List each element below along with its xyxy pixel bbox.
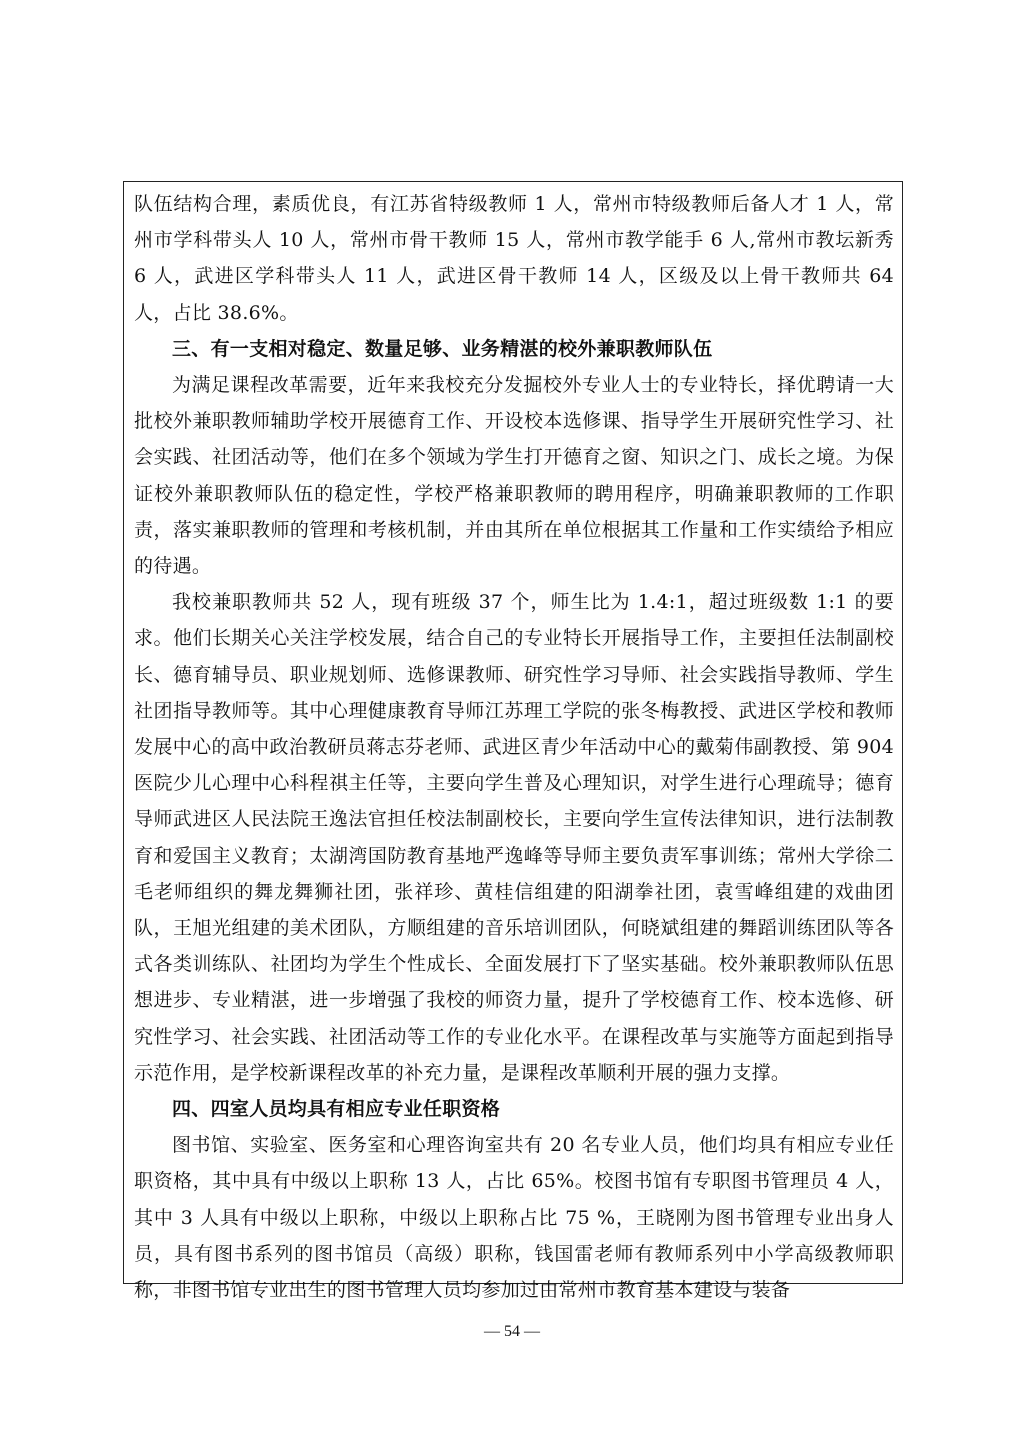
paragraph-part-time-details: 我校兼职教师共 52 人，现有班级 37 个，师生比为 1.4:1，超过班级数 1:1 的要求。他们长期关心关注学校发展，结合自己的专业特长开展指导工作，主要担任法制副校长、德育辅导员、职业规划师、选修课教师、研究性学习导师、社会实践指导教师、学生社团指导教师等。其中心理健康教育导师江苏理工学院的张冬梅教授、武进区学校和教师发展中心的高中政治教研员蒋志芬老师、武进区青少年活动中心的戴菊伟副教授、第 904 医院少儿心理中心科程祺主任等，主要向学生普及心理知识，对学生进行心理疏导；德育导师武进区人民法院王逸法官担任校法制副校长，主要向学生宣传法律知识，进行法制教育和爱国主义教育；太湖湾国防教育基地严逸峰等导师主要负责军事训练；常州大学徐二毛老师组织的舞龙舞狮社团，张祥珍、黄桂信组建的阳湖拳社团，袁雪峰组建的戏曲团队，王旭光组建的美术团队，方顺组建的音乐培训团队，何晓斌组建的舞蹈训练团队等各式各类训练队、社团均为学生个性成长、全面发展打下了坚实基础。校外兼职教师队伍思想进步、专业精湛，进一步增强了我校的师资力量，提升了学校德育工作、校本选修、研究性学习、社会实践、社团活动等工作的专业化水平。在课程改革与实施等方面起到指导示范作用，是学校新课程改革的补充力量，是课程改革顺利开展的强力支撑。 [134, 591, 894, 1084]
paragraph-part-time-recruitment: 为满足课程改革需要，近年来我校充分发掘校外专业人士的专业特长，择优聘请一大批校外兼职教师辅助学校开展德育工作、开设校本选修课、指导学生开展研究性学习、社会实践、社团活动等，他们在多个领域为学生打开德育之窗、知识之门、成长之境。为保证校外兼职教师队伍的稳定性，学校严格兼职教师的聘用程序，明确兼职教师的工作职责，落实兼职教师的管理和考核机制，并由其所在单位根据其工作量和工作实绩给予相应的待遇。 [134, 374, 894, 578]
heading-part-three: 三、有一支相对稳定、数量足够、业务精湛的校外兼职教师队伍 [172, 337, 713, 360]
document-body [134, 186, 894, 1308]
paragraph-teacher-structure: 队伍结构合理，素质优良，有江苏省特级教师 1 人，常州市特级教师后备人才 1 人，常州市学科带头人 10 人，常州市骨干教师 15 人，常州市教学能手 6 人,常州市教坛新秀 6 人，武进区学科带头人 11 人，武进区骨干教师 14 人，区级及以上骨干教师共 64 人，占比 38.6%。 [134, 193, 894, 324]
page-number: — 54 — [484, 1323, 540, 1340]
heading-part-four: 四、四室人员均具有相应专业任职资格 [172, 1098, 501, 1121]
paragraph-four-rooms-staff: 图书馆、实验室、医务室和心理咨询室共有 20 名专业人员，他们均具有相应专业任职资格，其中具有中级以上职称 13 人，占比 65%。校图书馆有专职图书管理员 4 人，其中 3 人具有中级以上职称，中级以上职称占比 75 %，王晓刚为图书管理专业出身人员，具有图书系列的图书馆员（高级）职称，钱国雷老师有教师系列中小学高级教师职称，非图书馆专业出生的图书管理人员均参加过由常州市教育基本建设与装备 [134, 1134, 894, 1302]
document-frame [123, 181, 903, 1302]
